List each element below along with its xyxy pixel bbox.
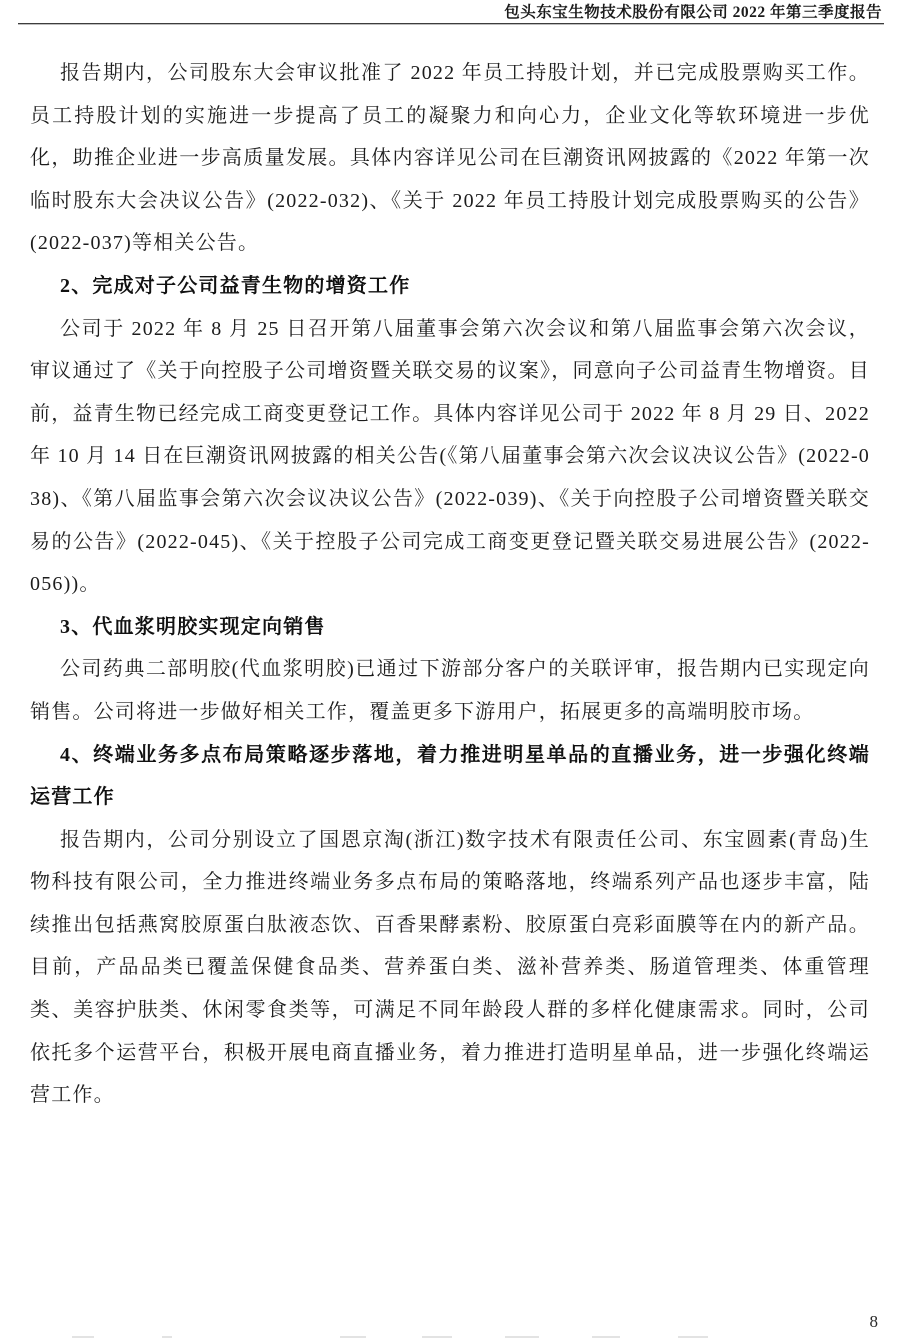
section-heading-terminal-business: 4、终端业务多点布局策略逐步落地，着力推进明星单品的直播业务，进一步强化终端运营工作 — [30, 743, 870, 809]
report-header-title: 包头东宝生物技术股份有限公司 2022 年第三季度报告 — [504, 4, 882, 21]
section-heading-gelatin-sales: 3、代血浆明胶实现定向销售 — [60, 615, 326, 638]
section-heading-capital-increase: 2、完成对子公司益青生物的增资工作 — [60, 274, 411, 297]
paragraph-capital-increase: 公司于 2022 年 8 月 25 日召开第八届董事会第六次会议和第八届监事会第六次会议，审议通过了《关于向控股子公司增资暨关联交易的议案》，同意向子公司益青生物增资。目前，益青生物已经完成工商变更登记工作。具体内容详见公司于 2022 年 8 月 29 日、2022 年 10 月 14 日在巨潮资讯网披露的相关公告(《第八届董事会第六次会议决议公告》(2022-038)、《第八届监事会第六次会议决议公告》(2022-039)、《关于向控股子公司增资暨关联交易的公告》(2022-045)、《关于控股子公司完成工商变更登记暨关联交易进展公告》(2022-056))。 — [30, 317, 870, 596]
paragraph-terminal-business: 报告期内，公司分别设立了国恩京淘(浙江)数字技术有限责任公司、东宝圆素(青岛)生物科技有限公司，全力推进终端业务多点布局的策略落地，终端系列产品也逐步丰富，陆续推出包括燕窝胶原蛋白肽液态饮、百香果酵素粉、胶原蛋白亮彩面膜等在内的新产品。目前，产品品类已覆盖保健食品类、营养蛋白类、滋补营养类、肠道管理类、体重管理类、美容护肤类、休闲零食类等，可满足不同年龄段人群的多样化健康需求。同时，公司依托多个运营平台，积极开展电商直播业务，着力推进打造明星单品，进一步强化终端运营工作。 — [30, 828, 870, 1107]
page-number: 8 — [869, 1312, 878, 1331]
report-body — [0, 25, 900, 1117]
page-header — [0, 0, 900, 25]
paragraph-gelatin-sales: 公司药典二部明胶(代血浆明胶)已通过下游部分客户的关联评审，报告期内已实现定向销售。公司将进一步做好相关工作，覆盖更多下游用户，拓展更多的高端明胶市场。 — [30, 658, 870, 723]
paragraph-employee-stock-plan: 报告期内，公司股东大会审议批准了 2022 年员工持股计划，并已完成股票购买工作。员工持股计划的实施进一步提高了员工的凝聚力和向心力，企业文化等软环境进一步优化，助推企业进一步高质量发展。具体内容详见公司在巨潮资讯网披露的《2022 年第一次临时股东大会决议公告》(2022-032)、《关于 2022 年员工持股计划完成股票购买的公告》(2022-037)等相关公告。 — [30, 62, 870, 255]
next-page-edge-artifact — [0, 1336, 900, 1339]
